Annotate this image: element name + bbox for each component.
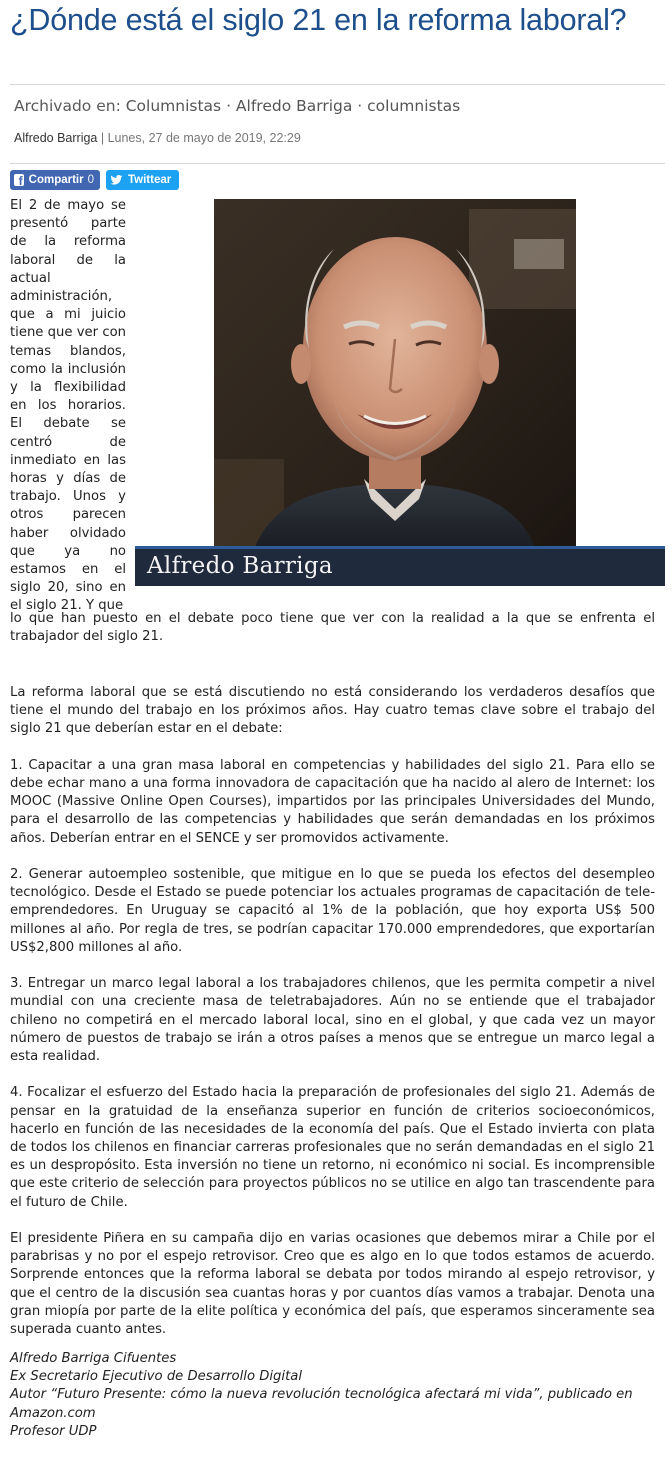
body-paragraph: La reforma laboral que se está discutiendo no está considerando los verdaderos desafíos que tiene el mundo del trabajo en los próximos años. Hay cuatro temas clave sobre el trabajo del siglo 21 que deberían estar en el debate: [10, 685, 655, 737]
tag-link-columnistas-lower[interactable]: columnistas [367, 97, 461, 115]
byline-author: Alfredo Barriga [14, 131, 98, 145]
byline-date: Lunes, 27 de mayo de 2019, 22:29 [107, 131, 301, 145]
share-bar [10, 170, 179, 190]
tag-separator: · [221, 97, 236, 115]
signature-name: Alfredo Barriga Cifuentes [10, 1351, 177, 1366]
filed-under-label: Archivado en: [14, 97, 121, 115]
filed-under [14, 97, 460, 115]
body-paragraph: 3. Entregar un marco legal laboral a los trabajadores chilenos, que les permita competir a nivel mundial con una creciente masa de teletrabajadores. Aún no se entiende que el trabajador chileno no competirá en el mercado laboral local, sino en el global, y que cada vez un mayor número de puestos de trabajo se irán a otros países a menos que se entregue un marco legal a esta realidad. [10, 976, 655, 1065]
facebook-share-label: Compartir [28, 174, 84, 186]
intro-paragraph-continued: lo que han puesto en el debate poco tiene que ver con la realidad a la que se enfrenta el trabajador del siglo 21. [10, 611, 655, 645]
byline: Alfredo Barriga | Lunes, 27 de mayo de 2019, 22:29 [14, 131, 301, 145]
author-photo [135, 199, 665, 587]
body-paragraph: 4. Focalizar el esfuerzo del Estado hacia la preparación de profesionales del siglo 21. Además de pensar en la gratuidad de la enseñanza superior en función de criterios socioeconómicos, hacerlo en función de las necesidades de la economía del país. Que el Estado invierta con plata de todos los chilenos en financiar carreras profesionales que no serán demandadas en el siglo 21 es un despropósito. Esta inversión no tiene un retorno, ni económico ni social. Es incomprensible que este criterio de selección para proyectos públicos no se utilice en algo tan trascendente para el futuro de Chile. [10, 1085, 655, 1210]
twitter-icon [110, 175, 123, 185]
divider-top [10, 84, 665, 85]
tag-link-columnistas[interactable]: Columnistas [125, 97, 222, 115]
body-paragraph: El presidente Piñera en su campaña dijo en varias ocasiones que debemos mirar a Chile por el parabrisas y no por el espejo retrovisor. Creo que es algo en lo que todos estamos de acuerdo. Sorprende entonces que la reforma laboral se debata por todos mirando al espejo retrovisor, y que el centro de la discusión sea cuantas horas y por cuantos días vamos a trabajar. Denota una gran miopía por parte de la elite política y económica del país, que esperamos sinceramente sea superada cuanto antes. [10, 1231, 655, 1338]
facebook-share-count: 0 [87, 174, 94, 186]
article-body [10, 684, 655, 1357]
facebook-share-button[interactable] [10, 170, 100, 190]
body-paragraph: 1. Capacitar a una gran masa laboral en competencias y habilidades del siglo 21. Para ello se debe echar mano a una forma innovadora de capacitación que ha nacido al alero de Internet: los MOOC (Massive Online Open Courses), impartidos por las principales Universidades del Mundo, para el desarrollo de las competencias y habilidades que serán demandadas en los próximos años. Deberían entrar en el SENCE y ser promovidos activamente. [10, 757, 655, 846]
tag-link-alfredo-barriga[interactable]: Alfredo Barriga [235, 97, 353, 115]
divider-bottom [10, 163, 665, 164]
facebook-icon [14, 174, 24, 186]
author-portrait-image [214, 199, 576, 549]
signature-role: Ex Secretario Ejecutivo de Desarrollo Digital [10, 1369, 302, 1385]
article-title: ¿Dónde está el siglo 21 en la reforma laboral? [10, 3, 627, 37]
signature-book: Autor “Futuro Presente: cómo la nueva revolución tecnológica afectará mi vida”, publicado en Amazon.com [10, 1387, 633, 1421]
portrait-illustration [214, 199, 576, 549]
body-paragraph: 2. Generar autoempleo sostenible, que mitigue en lo que se pueda los efectos del desempleo tecnológico. Desde el Estado se puede potenciar los actuales programas de capacitación de tele-emprendedores. En Uruguay se capacitó al 1% de la población, que hoy exporta US$ 500 millones al año. Por regla de tres, se podrían capacitar 170.000 emprendedores, que exportarían US$2,800 millones al año. [10, 867, 655, 955]
twitter-share-button[interactable] [106, 170, 179, 190]
intro-paragraph: El 2 de mayo se presentó parte de la reforma laboral de la actual administración, que a mi juicio tiene que ver con temas blandos, como la inclusión y la flexibilidad en los horarios. El debate se centró de inmediato en las horas y días de trabajo. Unos y otros parecen haber olvidado que ya no estamos en el siglo 20, sino en el siglo 21. Y que [10, 198, 126, 614]
photo-caption: Alfredo Barriga [147, 553, 333, 579]
author-signature [10, 1350, 655, 1441]
signature-position: Profesor UDP [10, 1423, 97, 1439]
photo-caption-bar [135, 546, 665, 586]
twitter-share-label: Twittear [128, 174, 172, 186]
tag-separator: · [352, 97, 368, 115]
